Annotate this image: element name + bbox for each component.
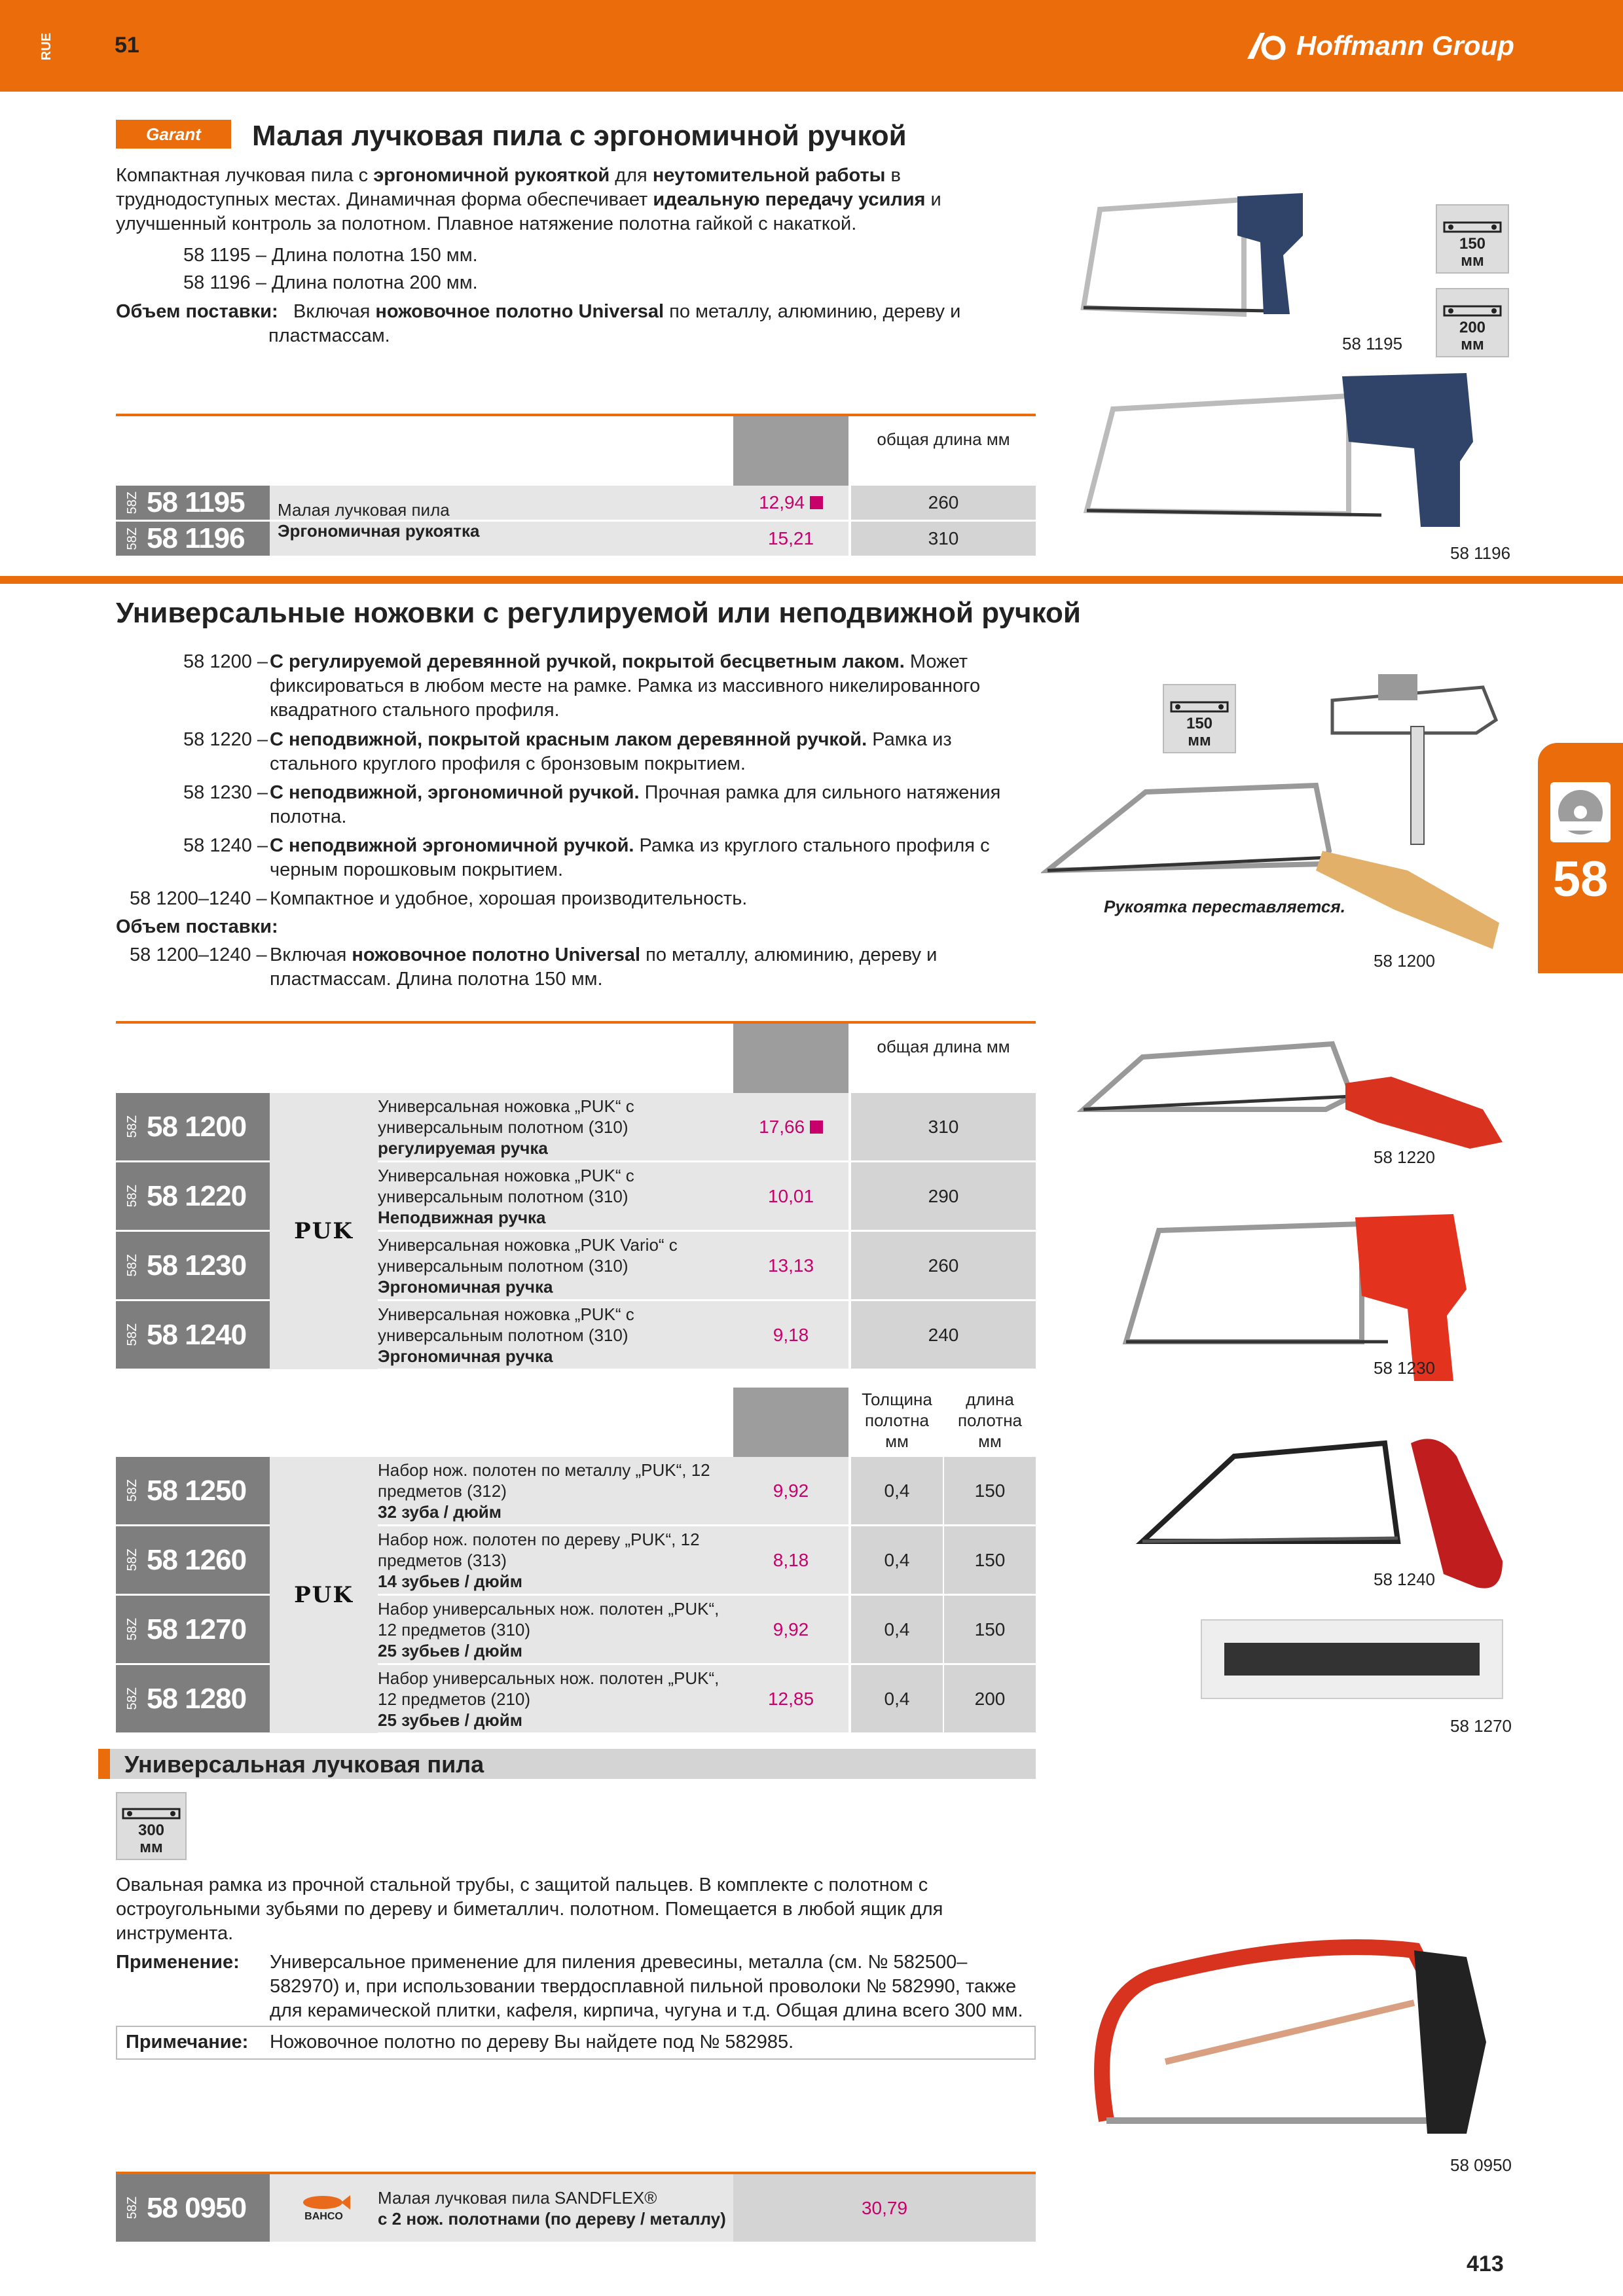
delivery-b: ножовочное полотно Universal [352,944,641,965]
thickness-cell: 0,4 [851,1665,943,1732]
desc-line-bold: 32 зуба / дюйм [378,1501,501,1522]
price-cell: 9,92 [733,1457,848,1524]
variant-text: Компактное и удобное, хорошая производительность. [270,888,748,909]
row-prefix: 58Z [125,1323,139,1346]
delivery-label-text: Объем поставки: [116,916,278,937]
length-cell: 290 [851,1162,1036,1230]
icon-length: 150 [1459,235,1486,253]
icon-unit: мм [1461,252,1484,270]
chapter-number: 58 [1552,852,1609,907]
row-prefix: 58Z [125,1254,139,1277]
delivery-label [116,300,278,324]
row-prefix: 58Z [125,1618,139,1641]
desc-line: Универсальная ножовка „PUK“ с универсальным полотном (310) [378,1096,634,1137]
icon-length: 200 [1459,319,1486,336]
table-row [116,1301,270,1369]
price-column-header [733,1024,848,1093]
price-cell: 9,18 [733,1301,848,1369]
blade-length-300-icon [116,1792,187,1860]
table-row [116,2174,270,2242]
delivery-b: ножовочное полотно Universal [375,301,665,322]
length-cell: 310 [851,1093,1036,1160]
price-value: 17,66 [759,1116,805,1137]
bahco-label: BAHCO [304,2210,343,2222]
section-divider [0,576,1623,584]
article-number: 58 1195 [147,486,245,518]
variant-text [270,728,983,776]
variant-plain: Рамка из круглого стального профиля с черным порошковым покрытием. [270,835,990,880]
desc-line-bold: 25 зубьев / дюйм [378,1710,522,1730]
variant-plain: Может фиксироваться в любом месте на рамке. Рамка из массивного никелированного квадратного стального профиля. [270,651,981,721]
row-description [370,1665,741,1732]
price-cell: 10,01 [733,1162,848,1230]
article-number: 58 1230 [147,1249,247,1282]
desc-line: Малая лучковая пила SANDFLEX® [378,2187,657,2208]
row-prefix: 58Z [125,1549,139,1571]
puk-logo: PUK [294,1582,354,1608]
image-caption: 58 1220 [1374,1147,1435,1167]
table-row [116,1526,270,1594]
article-number: 58 1250 [147,1474,247,1507]
puk-brand-cell [270,1457,378,1733]
hoffmann-logo-icon [1244,29,1290,62]
image-caption: 58 1270 [1450,1716,1512,1736]
variant-bold: С неподвижной, покрытой красным лаком деревянной ручкой. [270,729,867,750]
image-caption: 58 1195 [1342,334,1403,353]
price-marker-icon [810,496,823,509]
table-row [116,1093,270,1160]
column-header-length: общая длина мм [877,429,1010,449]
price-cell: 12,85 [733,1665,848,1732]
price-cell [733,1093,848,1160]
row-description [370,1526,741,1594]
desc-line-bold: Неподвижная ручка [378,1207,546,1227]
variant-bold: С неподвижной эргономичной ручкой. [270,835,634,856]
delivery-label [116,915,278,939]
column-header-blade-length: длина полотна мм [957,1390,1023,1451]
icon-unit: мм [1461,336,1484,353]
price-marker-icon [810,1121,823,1134]
icon-length: 150 [1186,715,1213,732]
price-column-header [733,416,848,486]
puk-brand-cell [270,1093,378,1369]
saw-581220-image [1077,1031,1509,1162]
table-row [116,1162,270,1230]
table-row [116,522,270,556]
desc-line-bold: регулируемая ручка [378,1138,548,1158]
note-label-text: Примечание: [126,2032,249,2053]
delivery-code: 58 1200–1240 – [130,944,267,965]
table-top-rule [116,414,1036,416]
row-description [370,2174,741,2242]
brand-name: Hoffmann Group [1296,30,1514,61]
desc-line: Универсальная ножовка „PUK Vario“ с универсальным полотном (310) [378,1234,678,1276]
length-cell: 260 [851,486,1036,520]
note-label [126,2030,248,2054]
length-cell: 150 [944,1526,1036,1594]
variant-code: 58 1240 – [183,835,268,856]
variant-code: 58 1200–1240 – [130,888,267,909]
section1-description [116,164,960,236]
blade-set-581270-image [1198,1617,1506,1702]
icon-unit: мм [139,1839,163,1856]
variant-bold: С неподвижной, эргономичной ручкой. [270,782,640,803]
use-label-text: Применение: [116,1952,240,1973]
desc-line-bold: Эргономичная ручка [378,1346,553,1366]
price-cell: 8,18 [733,1526,848,1594]
section3-description: Овальная рамка из прочной стальной трубы, с защитой пальцев. В комплекте с полотном с остроугольными зубьями по дереву и биметаллич. полотном. Помещается в любой ящик для инструмента. [116,1874,943,1944]
table-row [116,1457,270,1524]
icon-length: 300 [137,1821,165,1839]
desc-text: в труднодоступных местах. Динамичная форма обеспечивает [116,165,901,210]
desc-line-bold: 25 зубьев / дюйм [378,1640,522,1660]
image-caption: 58 1230 [1374,1358,1435,1378]
thickness-cell: 0,4 [851,1457,943,1524]
delivery-text [270,943,977,992]
row-prefix: 58Z [125,1115,139,1138]
length-cell: 310 [851,522,1036,556]
variant-plain: Прочная рамка для сильного натяжения полотна. [270,782,1001,827]
section1-title: Малая лучковая пила с эргономичной ручкой [252,120,907,152]
desc-line: Малая лучковая пила [278,500,450,520]
delivery-label-text: Объем поставки: [116,301,278,322]
delivery-c: по металлу, алюминию, дереву и пластмассам. Длина полотна 150 мм. [270,944,938,990]
thickness-cell: 0,4 [851,1526,943,1594]
footer-page-number: 413 [1467,2251,1504,2276]
length-cell: 260 [851,1232,1036,1299]
row-description [370,1232,741,1299]
length-cell: 150 [944,1596,1036,1663]
price-cell: 13,13 [733,1232,848,1299]
length-cell: 240 [851,1301,1036,1369]
saw-581196-image [1074,363,1519,540]
price-cell: 15,21 [733,522,848,556]
row-prefix: 58Z [125,1479,139,1502]
variant-code: 58 1195 – [183,245,266,266]
desc-text: и улучшенный контроль за полотном. Плавное натяжение полотна гайкой с накаткой. [116,189,941,234]
saw-581230-image [1113,1211,1506,1388]
price-cell: 30,79 [733,2174,1036,2242]
section3-accent [98,1749,110,1779]
variant-bold: С регулируемой деревянной ручкой, покрытой бесцветным лаком. [270,651,905,672]
article-number: 58 1220 [147,1179,247,1212]
image-caption: 58 1240 [1374,1570,1435,1589]
article-number: 58 1270 [147,1613,247,1645]
desc-line: Универсальная ножовка „PUK“ с универсальным полотном (310) [378,1165,634,1206]
desc-bold: идеальную передачу усилия [653,189,926,210]
bahco-brand-cell [270,2174,378,2242]
section3-title: Универсальная лучковая пила [124,1751,484,1778]
price-value: 12,94 [759,492,805,512]
garant-badge [116,120,231,149]
length-cell: 200 [944,1665,1036,1732]
price-column-header [733,1388,848,1457]
image-caption: 58 1200 [1374,951,1435,971]
thickness-cell: 0,4 [851,1596,943,1663]
desc-line: Универсальная ножовка „PUK“ с универсальным полотном (310) [378,1304,634,1345]
variant-text [270,834,1010,882]
desc-text: для [610,165,653,186]
row-description [270,494,736,547]
variant-text: Длина полотна 200 мм. [271,272,478,293]
article-number: 58 0950 [147,2191,247,2224]
delivery-a: Включая [293,301,376,322]
variant-code: 58 1196 – [183,272,266,293]
table-row [116,1665,270,1732]
delivery-text [268,300,962,348]
puk-logo: PUK [294,1218,354,1244]
table-top-rule [116,1021,1036,1024]
bahco-fish-icon [298,2194,350,2211]
desc-bold: эргономичной рукояткой [373,165,610,186]
row-description [370,1301,741,1369]
blade-length-150-icon [1163,684,1236,753]
use-label [116,1950,240,1975]
variant-text [270,650,983,723]
row-prefix: 58Z [125,1687,139,1710]
desc-line-bold: Эргономичная ручка [378,1276,553,1297]
column-header-length: общая длина мм [877,1037,1010,1056]
article-number: 58 1240 [147,1318,247,1351]
desc-text: Компактная лучковая пила с [116,165,374,186]
variant-text: Длина полотна 150 мм. [271,245,478,266]
blade-length-150-icon [1436,204,1509,274]
variant-text [270,781,1010,829]
use-text: Универсальное применение для пиления древесины, металла (см. № 582500– 582970) и, при использовании твердосплавной пильной проволоки № 582990, также для керамической плитки, кафеля, кирпича, чугуна и т.д. Общая длина всего 300 мм. [270,1952,1023,2021]
length-cell: 150 [944,1457,1036,1524]
variant-code: 58 1220 – [183,729,268,750]
saw-581240-image [1136,1430,1522,1594]
catalog-code: RUE [39,33,54,61]
desc-line: Набор нож. полотен по дереву „PUK“, 12 предметов (313) [378,1529,700,1570]
brand-logo [1244,26,1514,65]
image-caption: 58 0950 [1450,2155,1512,2175]
variant-code: 58 1230 – [183,782,268,803]
image-caption: 58 1196 [1450,543,1511,563]
article-number: 58 1280 [147,1682,247,1715]
row-description [370,1093,741,1160]
row-prefix: 58Z [125,1185,139,1208]
article-number: 58 1260 [147,1543,247,1576]
row-prefix: 58Z [125,527,139,550]
article-number: 58 1196 [147,522,245,554]
blade-length-200-icon [1436,288,1509,357]
note-text: Ножовочное полотно по дереву Вы найдете под № 582985. [270,2032,794,2053]
desc-bold: неутомительной работы [652,165,886,186]
desc-line-bold: с 2 нож. полотнами (по дереву / металлу) [378,2208,726,2229]
desc-line-bold: 14 зубьев / дюйм [378,1571,522,1591]
variant-item [183,271,478,295]
article-number: 58 1200 [147,1110,247,1143]
row-prefix: 58Z [125,2197,139,2219]
price-cell [733,486,848,520]
garant-label: Garant [146,124,201,144]
saw-581195-image [1074,183,1309,334]
saw-581200-image [1041,772,1519,969]
icon-unit: мм [1188,732,1211,749]
chapter-saw-icon [1550,782,1611,842]
catalog-page-number: 51 [115,33,139,58]
handle-note: Рукоятка переставляется. [1104,897,1345,916]
column-header-thickness: Толщина полотна мм [862,1390,932,1451]
delivery-a: Включая [270,944,352,965]
desc-line: Набор нож. полотен по металлу „PUK“, 12 предметов (312) [378,1460,710,1501]
table-row [116,1232,270,1299]
table-row [116,486,270,520]
variant-code: 58 1200 – [183,651,268,672]
desc-line: Набор универсальных нож. полотен „PUK“, 12 предметов (210) [378,1668,720,1709]
section2-title: Универсальные ножовки с регулируемой или неподвижной ручкой [116,597,1081,629]
row-description [370,1162,741,1230]
variant-plain: Рамка из стального круглого профиля с бронзовым покрытием. [270,729,952,774]
row-description [370,1596,741,1663]
desc-line-bold: Эргономичная рукоятка [278,521,480,541]
table-row [116,1596,270,1663]
desc-line: Набор универсальных нож. полотен „PUK“, 12 предметов (310) [378,1598,720,1640]
row-description [370,1457,741,1524]
price-cell: 9,92 [733,1596,848,1663]
row-prefix: 58Z [125,491,139,514]
variant-item [183,243,478,268]
saw-580950-image [1074,1924,1519,2160]
delivery-c: по металлу, алюминию, дереву и пластмассам. [268,301,961,346]
